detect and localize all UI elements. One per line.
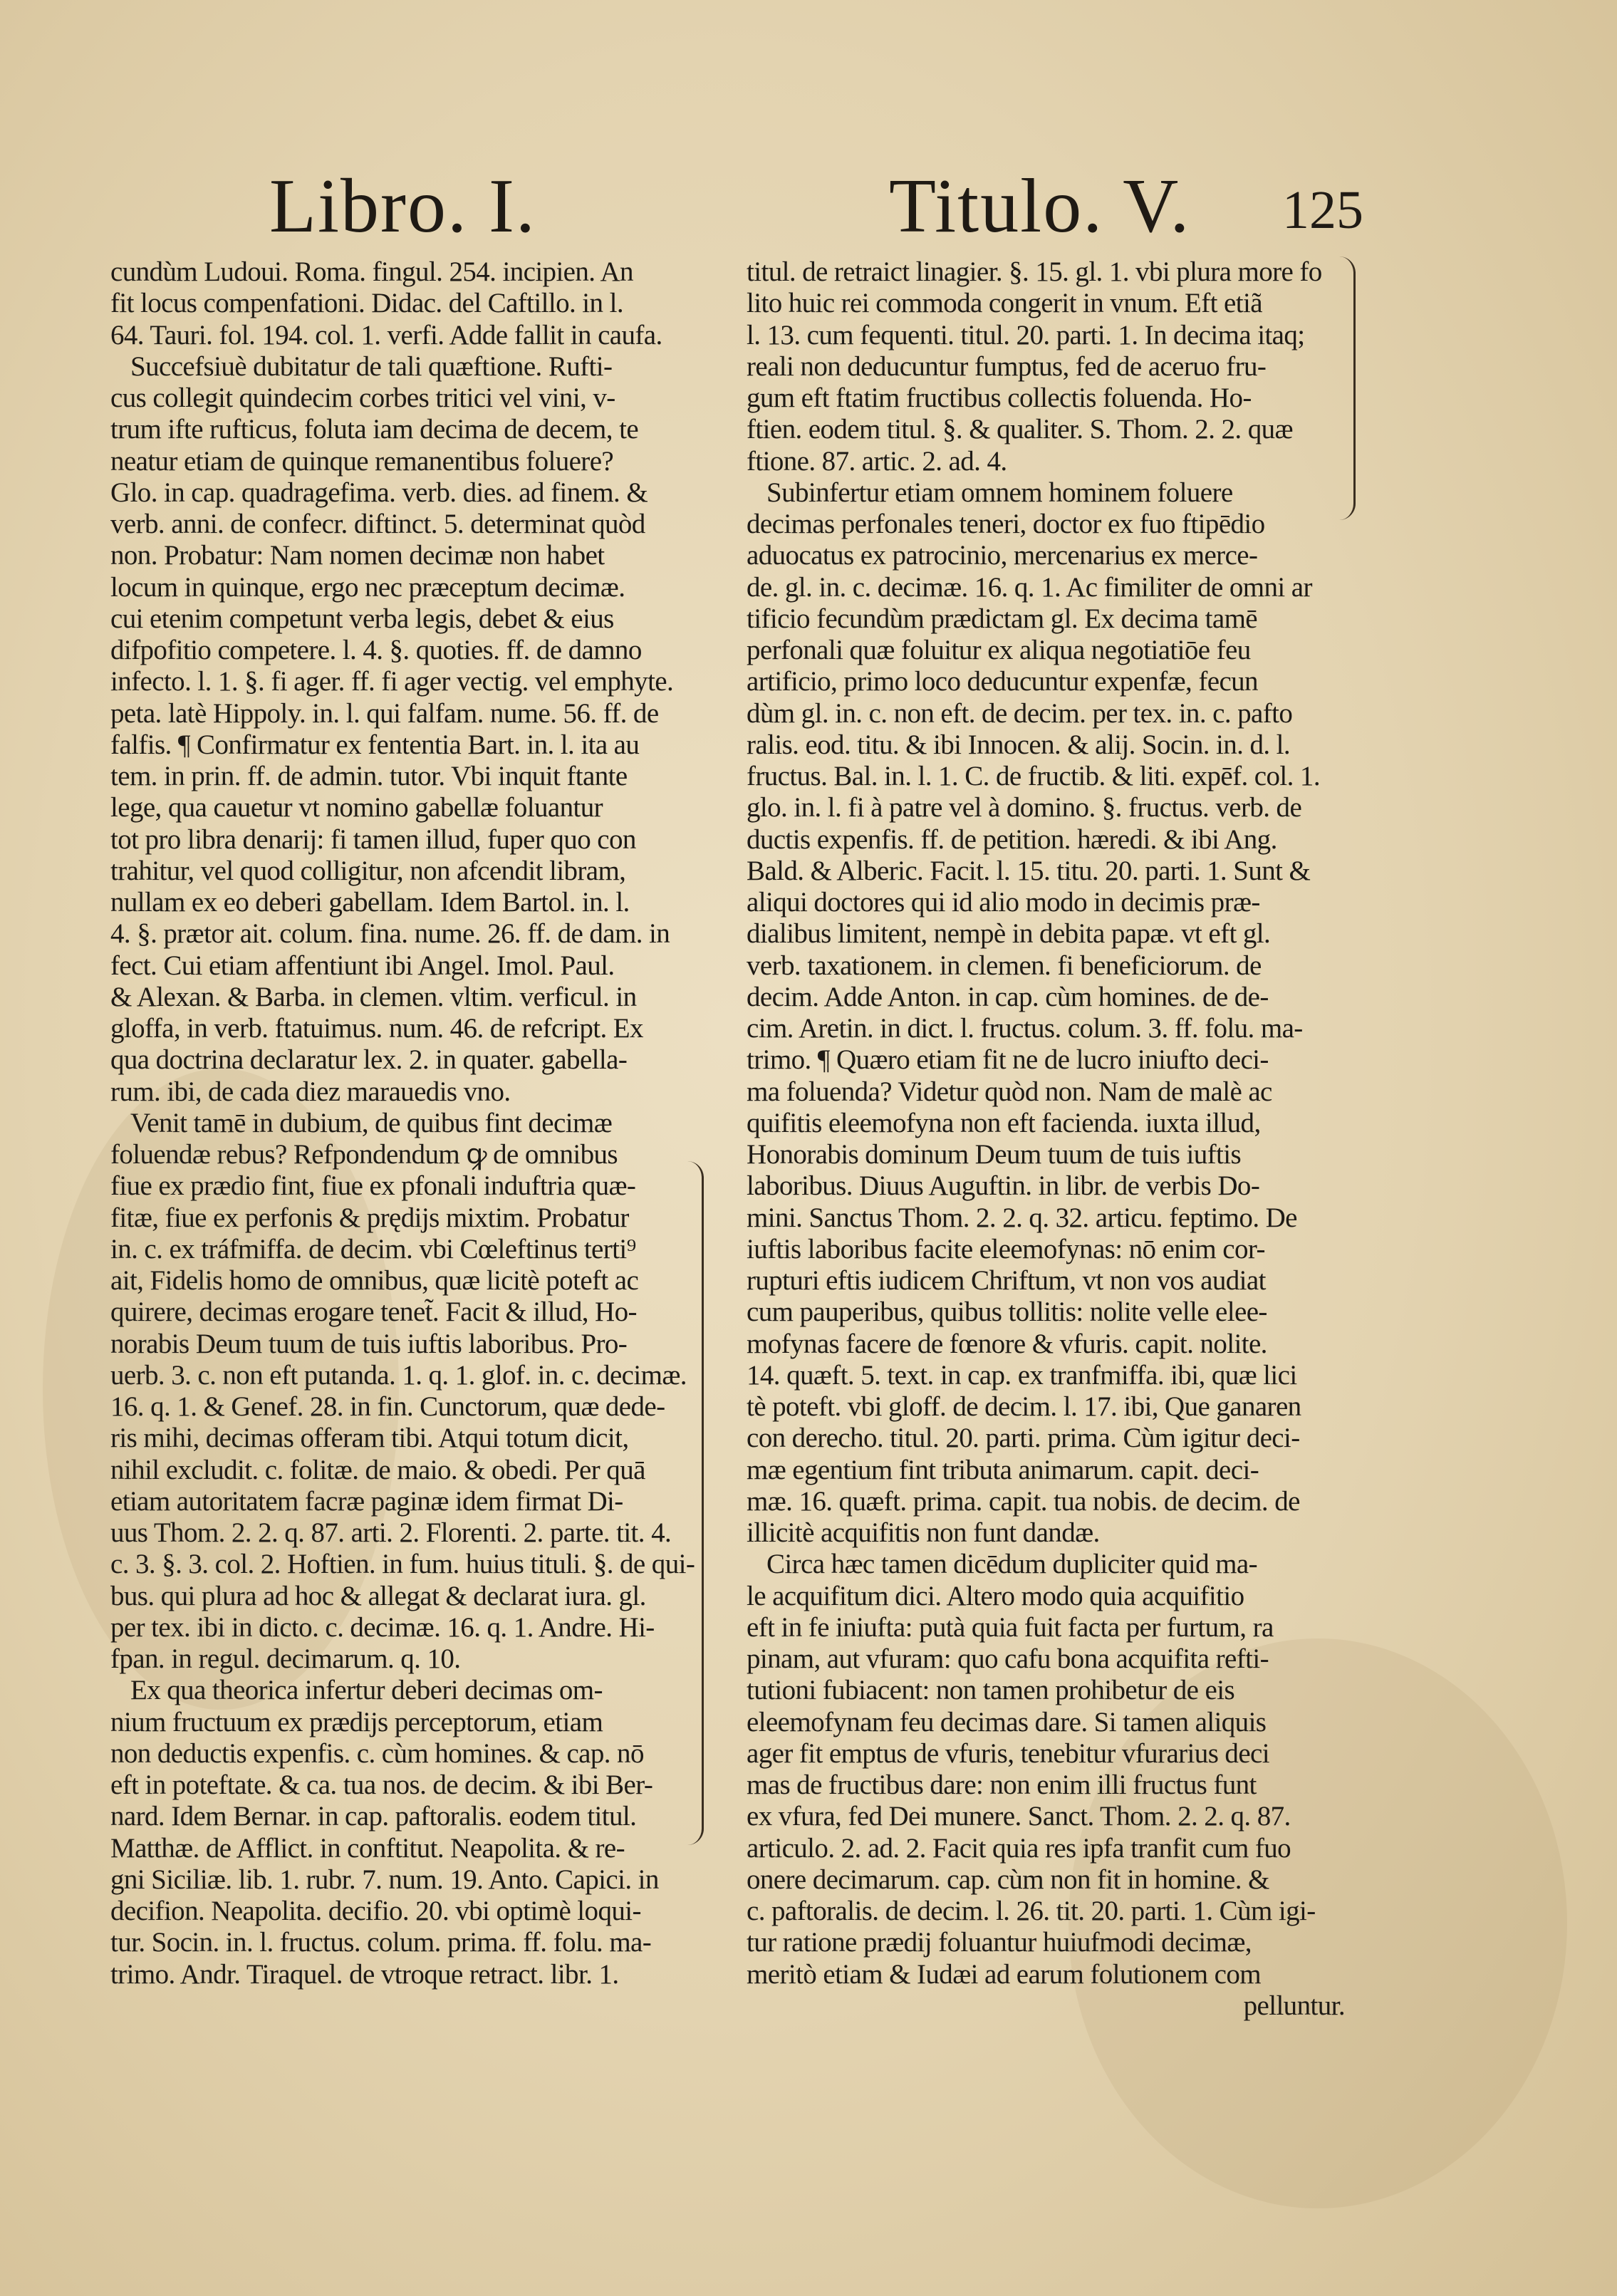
text-line: trimo. ¶ Quæro etiam fit ne de lucro iniufto deci- [747, 1044, 1269, 1076]
text-line: nium fructuum ex prædijs perceptorum, etiam [110, 1706, 603, 1737]
text-line: cim. Aretin. in dict. l. fructus. colum. 3. ff. folu. ma- [747, 1013, 1303, 1044]
text-line: le acquifitum dici. Altero modo quia acquifitio [747, 1580, 1244, 1611]
text-line: dùm gl. in. c. non eft. de decim. per tex. in. c. pafto [747, 697, 1293, 729]
text-line: mofynas facere de fœnore & vfuris. capit. nolite. [747, 1328, 1267, 1359]
text-line: ralis. eod. titu. & ibi Innocen. & alij. Socin. in. d. l. [747, 729, 1291, 760]
text-line: laboribus. Diuus Auguftin. in libr. de verbis Do- [747, 1170, 1260, 1202]
text-line: gum eft ftatim fructibus collectis foluenda. Ho- [747, 383, 1252, 413]
text-line: Subinfertur etiam omnem hominem foluere [766, 477, 1233, 508]
text-line: qua doctrina declaratur lex. 2. in quater. gabella- [110, 1044, 628, 1076]
text-line: uus Thom. 2. 2. q. 87. arti. 2. Florenti. 2. parte. tit. 4. [110, 1517, 672, 1548]
text-line: perfonali quæ foluitur ex aliqua negotiatiōe feu [747, 635, 1251, 665]
text-line: tem. in prin. ff. de admin. tutor. Vbi inquit ftante [110, 761, 628, 791]
text-line: aduocatus ex patrocinio, mercenarius ex merce- [747, 540, 1258, 571]
text-line: Matthæ. de Afflict. in conftitut. Neapolita. & re- [110, 1832, 625, 1864]
text-line: etiam autoritatem facræ paginæ idem firmat Di- [110, 1485, 623, 1517]
text-line: trahitur, vel quod colligitur, non afcendit libram, [110, 855, 626, 886]
text-line: Honorabis dominum Deum tuum de tuis iuftis [747, 1139, 1242, 1170]
text-line: tificio fecundùm prædictam gl. Ex decima tamē [747, 603, 1258, 634]
text-line: tot pro libra denarij: fi tamen illud, fuper quo con [110, 824, 636, 855]
text-line: titul. de retraict linagier. §. 15. gl. 1. vbi plura more fo [747, 256, 1322, 287]
text-line: Succefsiuè dubitatur de tali quæftione. Rufti- [130, 350, 613, 382]
text-line: infecto. l. 1. §. fi ager. ff. fi ager vectig. vel emphyte. [110, 666, 674, 697]
text-line: norabis Deum tuum de tuis iuftis laboribus. Pro- [110, 1328, 628, 1359]
text-line: quirere, decimas erogare tenet̃. Facit & illud, Ho- [110, 1297, 637, 1328]
running-head-title: Titulo. V. [889, 164, 1191, 249]
text-line: tutioni fubiacent: non tamen prohibetur de eis [747, 1675, 1235, 1706]
text-line: rum. ibi, de cada diez marauedis vno. [110, 1076, 511, 1107]
text-line: meritò etiam & Iudæi ad earum folutionem com [747, 1958, 1261, 1990]
text-line: l. 13. cum fequenti. titul. 20. parti. 1. In decima itaq; [747, 319, 1305, 350]
text-line: difpofitio competere. l. 4. §. quoties. ff. de damno [110, 635, 642, 665]
text-line: ftione. 87. artic. 2. ad. 4. [747, 445, 1007, 477]
text-line: verb. taxationem. in clemen. fi beneficiorum. de [747, 950, 1262, 981]
text-line: dialibus limitent, nempè in debita papæ. vt eft gl. [747, 918, 1271, 950]
text-line: nullam ex eo deberi gabellam. Idem Bartol. in. l. [110, 887, 630, 918]
text-line: con derecho. titul. 20. parti. prima. Cùm igitur deci- [747, 1423, 1300, 1454]
text-line: trum ifte rufticus, foluta iam decima de decem, te [110, 414, 639, 445]
text-line: iuftis laboribus facite eleemofynas: nō enim cor- [747, 1233, 1265, 1264]
text-line: illicitè acquifitis non funt dandæ. [747, 1517, 1100, 1548]
right-text-column [747, 256, 1359, 2022]
text-line: cus collegit quindecim corbes tritici vel vini, v- [110, 383, 615, 413]
text-line: mæ egentium fint tributa animarum. capit. deci- [747, 1454, 1259, 1485]
text-line: pinam, aut vfuram: quo cafu bona acquifita refti- [747, 1643, 1269, 1674]
text-line: 14. quæft. 5. text. in cap. ex tranfmiffa. ibi, quæ lici [747, 1359, 1297, 1391]
text-line: locum in quinque, ergo nec præceptum decimæ. [110, 571, 625, 603]
text-line: ait, Fidelis homo de omnibus, quæ licitè poteft ac [110, 1265, 639, 1296]
text-line: falfis. ¶ Confirmatur ex fententia Bart. in. l. ita au [110, 729, 640, 760]
text-line: glo. in. l. fi à patre vel à domino. §. fructus. verb. de [747, 792, 1302, 824]
text-line: fit locus compenfationi. Didac. del Caftillo. in l. [110, 288, 623, 319]
text-line: Glo. in cap. quadragefima. verb. dies. ad finem. & [110, 477, 648, 508]
text-line: in. c. ex tráfmiffa. de decim. vbi Cœleftinus terti⁹ [110, 1233, 636, 1264]
text-line: fiue ex prædio fint, fiue ex pfonali induftria quæ- [110, 1170, 636, 1202]
folio-number: 125 [1282, 180, 1363, 240]
text-line: c. 3. §. 3. col. 2. Hoftien. in fum. huius tituli. §. de qui- [110, 1549, 695, 1580]
text-line: de. gl. in. c. decimæ. 16. q. 1. Ac fimiliter de omni ar [747, 571, 1312, 603]
text-line: non deductis expenfis. c. cùm homines. & cap. nō [110, 1737, 644, 1769]
text-line: ma foluenda? Videtur quòd non. Nam de malè ac [747, 1076, 1272, 1107]
text-line: 16. q. 1. & Genef. 28. in fin. Cunctorum, quæ dede- [110, 1391, 665, 1422]
text-line: reali non deducuntur fumptus, fed de aceruo fru- [747, 350, 1267, 382]
text-line: onere decimarum. cap. cùm non fit in homine. & [747, 1864, 1269, 1895]
text-line: mas de fructibus dare: non enim illi fructus funt [747, 1770, 1257, 1800]
text-line: fitæ, fiue ex perfonis & prędijs mixtim. Probatur [110, 1202, 629, 1233]
text-line: uerb. 3. c. non eft putanda. 1. q. 1. glof. in. c. decimæ. [110, 1359, 687, 1391]
text-line: foluendæ rebus? Refpondendum ꝙ de omnibus [110, 1139, 618, 1170]
text-line: decifion. Neapolita. decifio. 20. vbi optimè loqui- [110, 1896, 641, 1926]
text-line: artificio, primo loco deducuntur expenfæ, fecun [747, 666, 1258, 697]
text-line: neatur etiam de quinque remanentibus foluere? [110, 445, 614, 477]
text-line: lito huic rei commoda congerit in vnum. Eft etiã [747, 288, 1262, 319]
text-line: gni Siciliæ. lib. 1. rubr. 7. num. 19. Anto. Capici. in [110, 1864, 659, 1895]
text-line: 4. §. prætor ait. colum. fina. nume. 26. ff. de dam. in [110, 918, 670, 950]
text-line: bus. qui plura ad hoc & allegat & declarat iura. gl. [110, 1580, 646, 1611]
text-line: ager fit emptus de vfuris, tenebitur vfurarius deci [747, 1737, 1269, 1769]
text-line: gloffa, in verb. ftatuimus. num. 46. de refcript. Ex [110, 1013, 643, 1044]
left-text-column [110, 256, 702, 1990]
text-line: 64. Tauri. fol. 194. col. 1. verfi. Adde fallit in caufa. [110, 319, 662, 350]
text-line: Circa hæc tamen dicēdum dupliciter quid ma- [766, 1549, 1257, 1580]
text-line: Ex qua theorica infertur deberi decimas om- [130, 1675, 603, 1706]
text-line: pelluntur. [1243, 1990, 1345, 2021]
text-line: tur ratione prædij foluantur huiufmodi decimæ, [747, 1927, 1252, 1958]
text-line: decimas perfonales teneri, doctor ex fuo ftipēdio [747, 509, 1265, 539]
text-line: tè poteft. vbi gloff. de decim. l. 17. ibi, Que ganaren [747, 1391, 1301, 1422]
text-line: trimo. Andr. Tiraquel. de vtroque retract. libr. 1. [110, 1958, 619, 1990]
text-line: eleemofynam feu decimas dare. Si tamen aliquis [747, 1706, 1267, 1737]
text-line: quifitis eleemofyna non eft facienda. iuxta illud, [747, 1107, 1261, 1138]
text-line: mæ. 16. quæft. prima. capit. tua nobis. de decim. de [747, 1485, 1300, 1517]
text-line: nihil excludit. c. folitæ. de maio. & obedi. Per quā [110, 1454, 645, 1485]
text-line: c. paftoralis. de decim. l. 26. tit. 20. parti. 1. Cùm igi- [747, 1896, 1316, 1926]
text-line: cum pauperibus, quibus tollitis: nolite velle elee- [747, 1297, 1267, 1328]
text-line: eft in fe iniufta: putà quia fuit facta per furtum, ra [747, 1611, 1274, 1643]
text-line: fructus. Bal. in. l. 1. C. de fructib. & liti. expēf. col. 1. [747, 761, 1320, 791]
text-line: non. Probatur: Nam nomen decimæ non habet [110, 540, 605, 571]
text-line: peta. latè Hippoly. in. l. qui falfam. nume. 56. ff. de [110, 697, 659, 729]
text-line: cundùm Ludoui. Roma. fingul. 254. incipien. An [110, 256, 633, 287]
text-line: aliqui doctores qui id alio modo in decimis præ- [747, 887, 1260, 918]
text-line: cui etenim competunt verba legis, debet & eius [110, 603, 614, 634]
text-line: per tex. ibi in dicto. c. decimæ. 16. q. 1. Andre. Hi- [110, 1611, 655, 1643]
text-line: fpan. in regul. decimarum. q. 10. [110, 1643, 461, 1674]
text-line: ex vfura, fed Dei munere. Sanct. Thom. 2. 2. q. 87. [747, 1801, 1291, 1832]
text-line: decim. Adde Anton. in cap. cùm homines. de de- [747, 981, 1269, 1012]
text-line: lege, qua cauetur vt nomino gabellæ foluantur [110, 792, 603, 824]
text-line: rupturi eftis iudicem Chriftum, vt non vos audiat [747, 1265, 1266, 1296]
text-line: nard. Idem Bernar. in cap. paftoralis. eodem titul. [110, 1801, 637, 1832]
text-line: fect. Cui etiam affentiunt ibi Angel. Imol. Paul. [110, 950, 615, 981]
text-line: ductis expenfis. ff. de petition. hæredi. & ibi Ang. [747, 824, 1277, 855]
running-head-book: Libro. I. [269, 164, 536, 249]
text-line: eft in poteftate. & ca. tua nos. de decim. & ibi Ber- [110, 1770, 653, 1800]
text-line: ris mihi, decimas offeram tibi. Atqui totum dicit, [110, 1423, 629, 1454]
text-line: tur. Socin. in. l. fructus. colum. prima. ff. folu. ma- [110, 1927, 652, 1958]
text-line: Bald. & Alberic. Facit. l. 15. titu. 20. parti. 1. Sunt & [747, 855, 1311, 886]
text-line: verb. anni. de confecr. diftinct. 5. determinat quòd [110, 509, 645, 539]
text-line: articulo. 2. ad. 2. Facit quia res ipfa tranfit cum fuo [747, 1832, 1291, 1864]
text-line: ftien. eodem titul. §. & qualiter. S. Thom. 2. 2. quæ [747, 414, 1293, 445]
text-line: Venit tamē in dubium, de quibus fint decimæ [130, 1107, 613, 1138]
text-line: & Alexan. & Barba. in clemen. vltim. verficul. in [110, 981, 637, 1012]
text-line: mini. Sanctus Thom. 2. 2. q. 32. articu. feptimo. De [747, 1202, 1297, 1233]
